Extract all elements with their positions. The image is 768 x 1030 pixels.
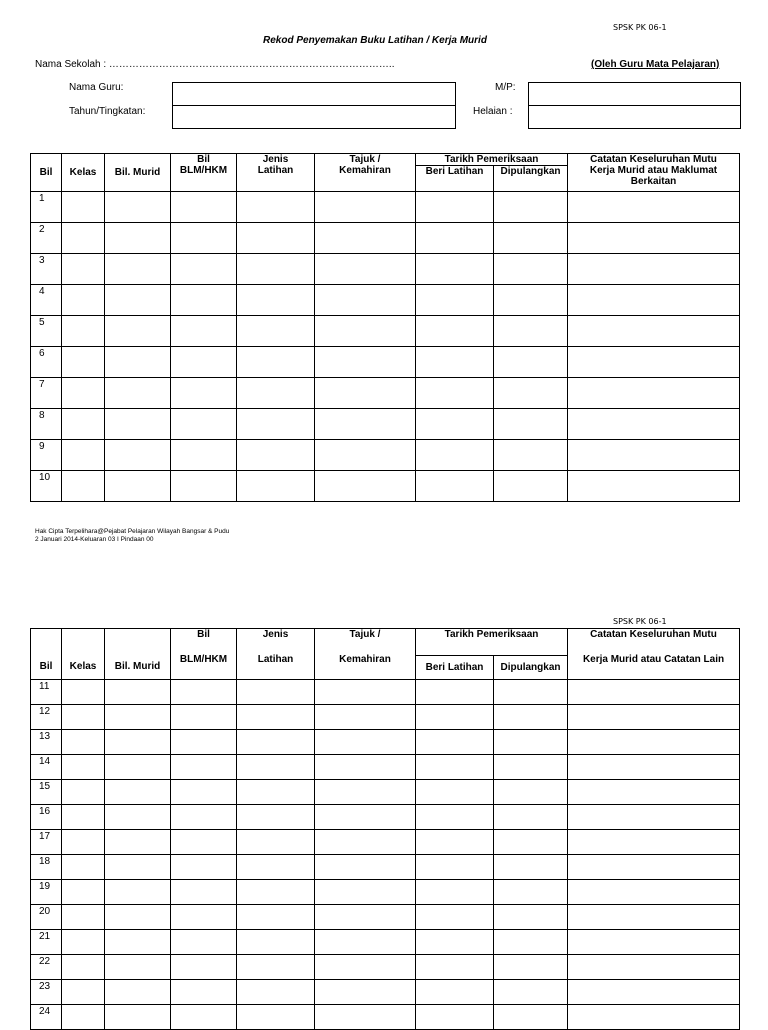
- table-cell[interactable]: [237, 347, 315, 378]
- table-cell[interactable]: [494, 930, 568, 955]
- table-row: [31, 192, 740, 223]
- table-row: [31, 254, 740, 285]
- table-cell[interactable]: [105, 285, 171, 316]
- year-form-label: Tahun/Tingkatan:: [69, 106, 146, 117]
- table-row: [31, 805, 740, 830]
- row-number: 16: [31, 805, 62, 830]
- table-cell[interactable]: [237, 285, 315, 316]
- row-number: 2: [31, 223, 62, 254]
- row-number: 11: [31, 680, 62, 705]
- table-cell[interactable]: [171, 409, 237, 440]
- table-cell[interactable]: [315, 980, 416, 1005]
- col-beri-latihan: Beri Latihan: [416, 166, 494, 192]
- table-cell[interactable]: [494, 905, 568, 930]
- row-number: 20: [31, 905, 62, 930]
- table-cell[interactable]: [568, 930, 740, 955]
- table-cell[interactable]: [171, 192, 237, 223]
- row-number: 14: [31, 755, 62, 780]
- col-kelas: Kelas: [62, 154, 105, 192]
- row-number: 15: [31, 780, 62, 805]
- table-cell[interactable]: [568, 1005, 740, 1030]
- table-cell[interactable]: [494, 440, 568, 471]
- table-cell[interactable]: [105, 955, 171, 980]
- table-row: [31, 1005, 740, 1030]
- table-cell[interactable]: [105, 347, 171, 378]
- table-cell[interactable]: [62, 254, 105, 285]
- row-number: 3: [31, 254, 62, 285]
- table-cell[interactable]: [171, 347, 237, 378]
- table-cell[interactable]: [568, 471, 740, 502]
- table-cell[interactable]: [237, 730, 315, 755]
- subject-teacher-note: (Oleh Guru Mata Pelajaran): [591, 59, 720, 70]
- table-row: [31, 223, 740, 254]
- table-cell[interactable]: [62, 316, 105, 347]
- table-cell[interactable]: [315, 905, 416, 930]
- row-number: 10: [31, 471, 62, 502]
- table-cell[interactable]: [237, 955, 315, 980]
- table-cell[interactable]: [105, 905, 171, 930]
- table-cell[interactable]: [105, 730, 171, 755]
- table-cell[interactable]: [105, 830, 171, 855]
- page-title: Rekod Penyemakan Buku Latihan / Kerja Murid: [263, 35, 487, 46]
- col-kelas-2: Kelas: [62, 629, 105, 680]
- table-cell[interactable]: [416, 285, 494, 316]
- table-cell[interactable]: [62, 730, 105, 755]
- table-cell[interactable]: [171, 223, 237, 254]
- table-cell[interactable]: [237, 780, 315, 805]
- table-cell[interactable]: [171, 1005, 237, 1030]
- table-cell[interactable]: [171, 855, 237, 880]
- table-cell[interactable]: [315, 316, 416, 347]
- table-cell[interactable]: [315, 378, 416, 409]
- table-cell[interactable]: [494, 955, 568, 980]
- table-cell[interactable]: [171, 440, 237, 471]
- table-cell[interactable]: [416, 880, 494, 905]
- table-cell[interactable]: [494, 705, 568, 730]
- table-row: [31, 316, 740, 347]
- table-cell[interactable]: [568, 285, 740, 316]
- table-cell[interactable]: [171, 378, 237, 409]
- table-cell[interactable]: [171, 955, 237, 980]
- table-cell[interactable]: [105, 316, 171, 347]
- table-cell[interactable]: [315, 780, 416, 805]
- row-number: 22: [31, 955, 62, 980]
- table-cell[interactable]: [62, 192, 105, 223]
- table-cell[interactable]: [237, 830, 315, 855]
- table-cell[interactable]: [105, 755, 171, 780]
- table-cell[interactable]: [237, 805, 315, 830]
- table-cell[interactable]: [315, 705, 416, 730]
- table-cell[interactable]: [105, 980, 171, 1005]
- col-jenis-latihan: Jenis Latihan: [237, 154, 315, 192]
- table-cell[interactable]: [237, 223, 315, 254]
- table-cell[interactable]: [171, 471, 237, 502]
- record-table-1: [30, 153, 740, 502]
- table-cell[interactable]: [62, 409, 105, 440]
- record-rows-2: [31, 680, 740, 1030]
- table-cell[interactable]: [416, 730, 494, 755]
- table-cell[interactable]: [237, 880, 315, 905]
- school-name-label: Nama Sekolah : …………………………………………………………………………..: [35, 59, 395, 70]
- table-cell[interactable]: [494, 254, 568, 285]
- row-number: 24: [31, 1005, 62, 1030]
- table-cell[interactable]: [237, 680, 315, 705]
- table-cell[interactable]: [105, 680, 171, 705]
- table-cell[interactable]: [237, 930, 315, 955]
- table-cell[interactable]: [315, 755, 416, 780]
- table-cell[interactable]: [62, 1005, 105, 1030]
- table-cell[interactable]: [315, 409, 416, 440]
- table-cell[interactable]: [494, 378, 568, 409]
- table-cell[interactable]: [568, 192, 740, 223]
- sheet-label: Helaian :: [473, 106, 513, 117]
- col-tarikh-pemeriksaan: Tarikh Pemeriksaan: [416, 154, 568, 166]
- table-row: [31, 980, 740, 1005]
- table-cell[interactable]: [62, 285, 105, 316]
- table-cell[interactable]: [62, 471, 105, 502]
- table-cell[interactable]: [315, 830, 416, 855]
- table-cell[interactable]: [494, 409, 568, 440]
- table-cell[interactable]: [237, 192, 315, 223]
- col-tarikh-pemeriksaan-2: Tarikh Pemeriksaan: [416, 629, 568, 656]
- table-cell[interactable]: [315, 880, 416, 905]
- table-cell[interactable]: [494, 223, 568, 254]
- table-cell[interactable]: [568, 378, 740, 409]
- table-row: [31, 378, 740, 409]
- table-cell[interactable]: [568, 409, 740, 440]
- table-cell[interactable]: [494, 471, 568, 502]
- table-cell[interactable]: [237, 440, 315, 471]
- table-cell[interactable]: [568, 705, 740, 730]
- table-cell[interactable]: [416, 316, 494, 347]
- table-cell[interactable]: [105, 805, 171, 830]
- col-bil-blm-hkm: Bil BLM/HKM: [171, 154, 237, 192]
- table-cell[interactable]: [568, 780, 740, 805]
- table-cell[interactable]: [237, 254, 315, 285]
- col-tajuk-2: Tajuk / Kemahiran: [315, 629, 416, 680]
- table-cell[interactable]: [315, 680, 416, 705]
- col-bil-2: Bil: [31, 629, 62, 680]
- table-cell[interactable]: [568, 347, 740, 378]
- table-cell[interactable]: [568, 855, 740, 880]
- table-row: [31, 730, 740, 755]
- table-cell[interactable]: [62, 347, 105, 378]
- table-cell[interactable]: [494, 192, 568, 223]
- sheet-field[interactable]: [528, 105, 741, 129]
- table-cell[interactable]: [568, 316, 740, 347]
- table-cell[interactable]: [237, 855, 315, 880]
- table-cell[interactable]: [105, 855, 171, 880]
- table-cell[interactable]: [568, 880, 740, 905]
- table-cell[interactable]: [315, 347, 416, 378]
- table-row: [31, 930, 740, 955]
- table-cell[interactable]: [171, 930, 237, 955]
- table-cell[interactable]: [416, 855, 494, 880]
- table-cell[interactable]: [315, 805, 416, 830]
- table-cell[interactable]: [62, 855, 105, 880]
- table-cell[interactable]: [315, 471, 416, 502]
- table-cell[interactable]: [494, 316, 568, 347]
- table-cell[interactable]: [315, 440, 416, 471]
- table-cell[interactable]: [171, 755, 237, 780]
- row-number: 4: [31, 285, 62, 316]
- table-cell[interactable]: [62, 705, 105, 730]
- table-cell[interactable]: [171, 254, 237, 285]
- table-cell[interactable]: [105, 378, 171, 409]
- table-cell[interactable]: [494, 285, 568, 316]
- table-cell[interactable]: [315, 223, 416, 254]
- table-cell[interactable]: [171, 780, 237, 805]
- table-row: [31, 285, 740, 316]
- table-cell[interactable]: [568, 680, 740, 705]
- col-catatan: Catatan Keseluruhan Mutu Kerja Murid atau Maklumat Berkaitan: [568, 154, 740, 192]
- table-cell[interactable]: [416, 347, 494, 378]
- table-cell[interactable]: [105, 705, 171, 730]
- table-cell[interactable]: [416, 705, 494, 730]
- table-cell[interactable]: [568, 955, 740, 980]
- table-cell[interactable]: [416, 930, 494, 955]
- table-cell[interactable]: [62, 223, 105, 254]
- table-cell[interactable]: [105, 409, 171, 440]
- table-cell[interactable]: [416, 905, 494, 930]
- table-cell[interactable]: [315, 1005, 416, 1030]
- table-row: [31, 780, 740, 805]
- table-row: [31, 347, 740, 378]
- table-cell[interactable]: [171, 316, 237, 347]
- row-number: 23: [31, 980, 62, 1005]
- subject-label: M/P:: [495, 82, 516, 93]
- table-cell[interactable]: [237, 1005, 315, 1030]
- table-cell[interactable]: [62, 980, 105, 1005]
- table-cell[interactable]: [416, 780, 494, 805]
- table-cell[interactable]: [494, 980, 568, 1005]
- col-beri-latihan-2: Beri Latihan: [416, 655, 494, 679]
- table-cell[interactable]: [105, 471, 171, 502]
- table-cell[interactable]: [105, 440, 171, 471]
- teacher-name-field[interactable]: [172, 82, 456, 106]
- subject-field[interactable]: [528, 82, 741, 106]
- table-cell[interactable]: [62, 830, 105, 855]
- table-cell[interactable]: [416, 254, 494, 285]
- table-cell[interactable]: [416, 805, 494, 830]
- col-bil-blm-hkm-2: Bil BLM/HKM: [171, 629, 237, 680]
- table-cell[interactable]: [416, 830, 494, 855]
- table-cell[interactable]: [315, 730, 416, 755]
- table-cell[interactable]: [494, 347, 568, 378]
- row-number: 6: [31, 347, 62, 378]
- col-dipulangkan-2: Dipulangkan: [494, 655, 568, 679]
- table-cell[interactable]: [568, 805, 740, 830]
- table-cell[interactable]: [62, 930, 105, 955]
- table-cell[interactable]: [237, 705, 315, 730]
- table-cell[interactable]: [315, 192, 416, 223]
- table-cell[interactable]: [237, 409, 315, 440]
- table-cell[interactable]: [171, 805, 237, 830]
- row-number: 12: [31, 705, 62, 730]
- table-cell[interactable]: [171, 880, 237, 905]
- table-cell[interactable]: [171, 730, 237, 755]
- table-cell[interactable]: [416, 440, 494, 471]
- table-cell[interactable]: [416, 680, 494, 705]
- issue-line: 2 Januari 2014-Keluaran 03 I Pindaan 00: [35, 536, 154, 543]
- row-number: 13: [31, 730, 62, 755]
- table-cell[interactable]: [62, 955, 105, 980]
- table-cell[interactable]: [416, 192, 494, 223]
- table-row: [31, 440, 740, 471]
- copyright-footer: [35, 528, 229, 544]
- form-code: SPSK PK 06-1: [613, 23, 667, 32]
- table-cell[interactable]: [237, 316, 315, 347]
- table-row: [31, 471, 740, 502]
- table-cell[interactable]: [62, 880, 105, 905]
- table-cell[interactable]: [171, 285, 237, 316]
- table-cell[interactable]: [62, 378, 105, 409]
- table-cell[interactable]: [237, 378, 315, 409]
- table-cell[interactable]: [568, 905, 740, 930]
- table-cell[interactable]: [62, 755, 105, 780]
- table-cell[interactable]: [171, 705, 237, 730]
- col-bil: Bil: [31, 154, 62, 192]
- table-cell[interactable]: [105, 930, 171, 955]
- table-cell[interactable]: [416, 409, 494, 440]
- copyright-line: Hak Cipta Terpelihara@Pejabat Pelajaran Wilayah Bangsar & Pudu: [35, 528, 230, 535]
- table-cell[interactable]: [568, 440, 740, 471]
- table-cell[interactable]: [62, 805, 105, 830]
- table-cell[interactable]: [568, 254, 740, 285]
- table-cell[interactable]: [494, 1005, 568, 1030]
- col-jenis-latihan-2: Jenis Latihan: [237, 629, 315, 680]
- table-cell[interactable]: [171, 905, 237, 930]
- table-cell[interactable]: [171, 680, 237, 705]
- table-cell[interactable]: [105, 880, 171, 905]
- table-cell[interactable]: [105, 192, 171, 223]
- table-row: [31, 855, 740, 880]
- teacher-name-label: Nama Guru:: [69, 82, 124, 93]
- row-number: 9: [31, 440, 62, 471]
- table-cell[interactable]: [315, 930, 416, 955]
- table-row: [31, 680, 740, 705]
- table-row: [31, 880, 740, 905]
- table-cell[interactable]: [171, 980, 237, 1005]
- form-code-2: SPSK PK 06-1: [613, 617, 667, 626]
- table-cell[interactable]: [62, 780, 105, 805]
- table-row: [31, 830, 740, 855]
- table-cell[interactable]: [62, 905, 105, 930]
- table-cell[interactable]: [62, 680, 105, 705]
- row-number: 1: [31, 192, 62, 223]
- table-cell[interactable]: [494, 805, 568, 830]
- table-cell[interactable]: [237, 755, 315, 780]
- row-number: 18: [31, 855, 62, 880]
- table-cell[interactable]: [568, 223, 740, 254]
- table-cell[interactable]: [494, 730, 568, 755]
- table-cell[interactable]: [416, 471, 494, 502]
- record-table-2: [30, 628, 740, 1030]
- table-row: [31, 755, 740, 780]
- table-cell[interactable]: [416, 223, 494, 254]
- table-cell[interactable]: [237, 471, 315, 502]
- table-cell[interactable]: [237, 980, 315, 1005]
- row-number: 21: [31, 930, 62, 955]
- table-cell[interactable]: [62, 440, 105, 471]
- table-cell[interactable]: [416, 955, 494, 980]
- table-cell[interactable]: [568, 830, 740, 855]
- table-cell[interactable]: [315, 285, 416, 316]
- table-cell[interactable]: [416, 1005, 494, 1030]
- table-cell[interactable]: [494, 755, 568, 780]
- row-number: 5: [31, 316, 62, 347]
- table-row: [31, 705, 740, 730]
- table-cell[interactable]: [494, 855, 568, 880]
- col-dipulangkan: Dipulangkan: [494, 166, 568, 192]
- row-number: 8: [31, 409, 62, 440]
- row-number: 19: [31, 880, 62, 905]
- table-cell[interactable]: [416, 755, 494, 780]
- table-cell[interactable]: [568, 730, 740, 755]
- col-bil-murid: Bil. Murid: [105, 154, 171, 192]
- table-cell[interactable]: [568, 755, 740, 780]
- col-catatan-2: Catatan Keseluruhan Mutu Kerja Murid atau Catatan Lain: [568, 629, 740, 680]
- table-cell[interactable]: [315, 955, 416, 980]
- table-cell[interactable]: [494, 830, 568, 855]
- table-cell[interactable]: [105, 780, 171, 805]
- row-number: 7: [31, 378, 62, 409]
- col-bil-murid-2: Bil. Murid: [105, 629, 171, 680]
- table-cell[interactable]: [494, 780, 568, 805]
- table-cell[interactable]: [105, 223, 171, 254]
- table-cell[interactable]: [416, 980, 494, 1005]
- table-cell[interactable]: [237, 905, 315, 930]
- table-cell[interactable]: [171, 830, 237, 855]
- table-cell[interactable]: [105, 254, 171, 285]
- table-row: [31, 905, 740, 930]
- table-row: [31, 955, 740, 980]
- row-number: 17: [31, 830, 62, 855]
- year-form-field[interactable]: [172, 105, 456, 129]
- table-cell[interactable]: [105, 1005, 171, 1030]
- table-cell[interactable]: [494, 680, 568, 705]
- table-cell[interactable]: [568, 980, 740, 1005]
- table-cell[interactable]: [494, 880, 568, 905]
- col-tajuk: Tajuk / Kemahiran: [315, 154, 416, 192]
- table-row: [31, 409, 740, 440]
- record-rows-1: [31, 192, 740, 502]
- table-cell[interactable]: [416, 378, 494, 409]
- table-cell[interactable]: [315, 855, 416, 880]
- table-cell[interactable]: [315, 254, 416, 285]
